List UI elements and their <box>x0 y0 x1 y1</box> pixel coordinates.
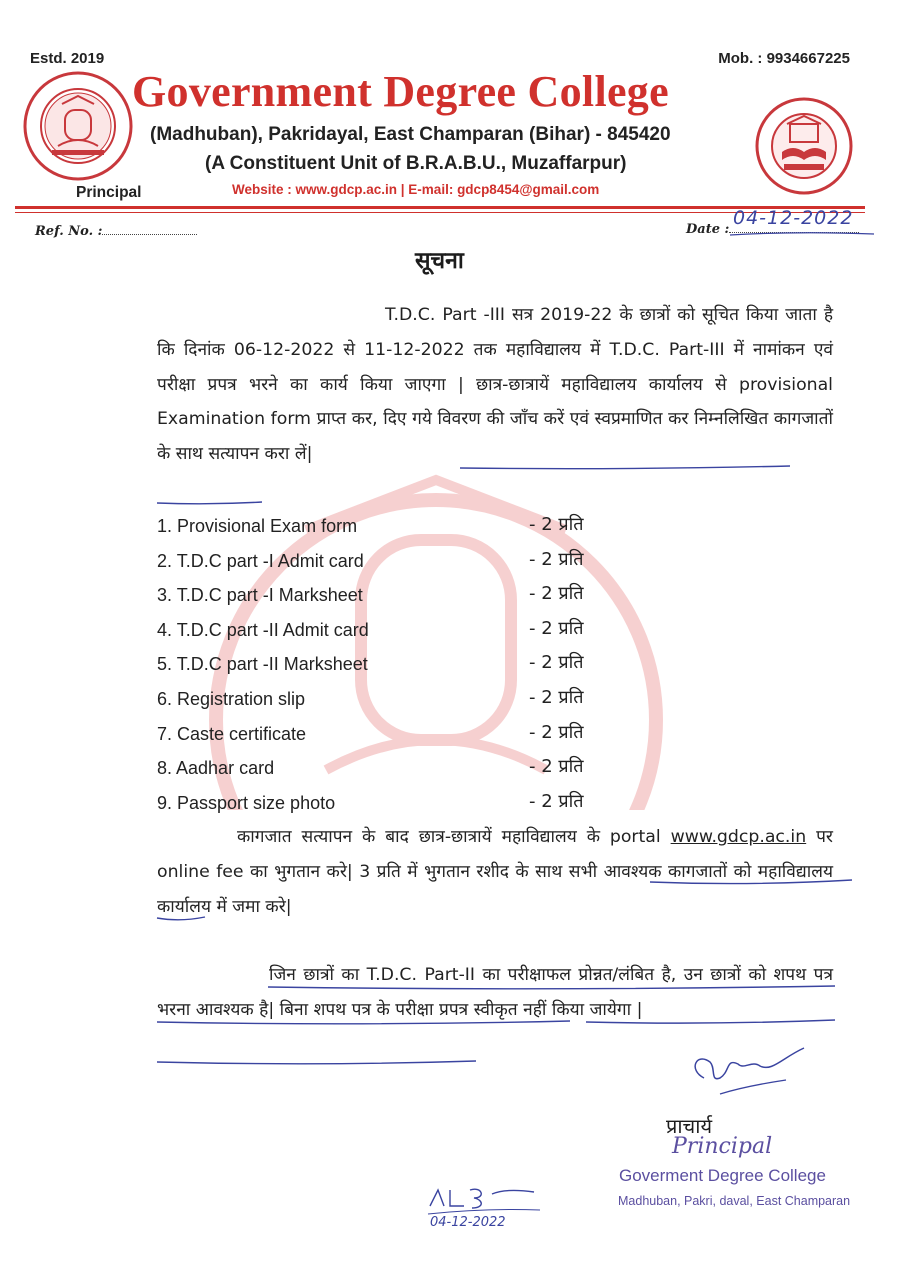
notice-heading: सूचना <box>415 248 464 274</box>
portal-link[interactable]: www.gdcp.ac.in <box>670 827 807 847</box>
document-label: 1. Provisional Exam form <box>157 516 358 536</box>
established-year: Estd. 2019 <box>30 50 105 67</box>
date-label: Date : <box>686 222 730 237</box>
college-name: Government Degree College <box>132 67 669 116</box>
clerk-signature-image <box>424 1180 544 1230</box>
document-label: 4. T.D.C part -II Admit card <box>157 619 369 640</box>
notice-paragraph-1-text: T.D.C. Part -III सत्र 2019-22 के छात्रों को सूचित किया जाता है कि दिनांक 06-12-2022 से 11-12-2022 तक महाविद्यालय में T.D.C. Part-III में नामांकन एवं परीक्षा प्रपत्र भरने का कार्य किया जाएगा | छात्र-छात्रायें महाविद्यालय कार्यालय से provisional Examination form प्राप्त कर, दिए गये विवरण की जाँच करें एवं स्वप्रमाणित कर निम्नलिखित कागजातों के साथ सत्यापन करा लें| <box>157 305 833 465</box>
document-label: 2. T.D.C part -I Admit card <box>157 550 364 571</box>
date-handwritten: 04-12-2022 <box>733 207 854 229</box>
principal-title-hindi: प्राचार्य <box>666 1114 713 1138</box>
affiliation-line: (A Constituent Unit of B.R.A.B.U., Muzaffarpur) <box>205 153 627 174</box>
document-label: 8. Aadhar card <box>157 758 275 779</box>
document-count: - 2 प्रति <box>529 548 584 570</box>
college-address: (Madhuban), Pakridayal, East Champaran (Bihar) - 845420 <box>150 124 671 145</box>
document-count: - 2 प्रति <box>529 790 584 812</box>
document-count: - 2 प्रति <box>529 756 584 778</box>
document-label: 5. T.D.C part -II Marksheet <box>157 654 368 675</box>
document-label: 9. Passport size photo <box>157 792 336 813</box>
document-label: 6. Registration slip <box>157 688 306 709</box>
principal-title: Principal <box>672 1134 773 1159</box>
stamp-college-address: Madhuban, Pakri, daval, East Champaran <box>618 1194 851 1208</box>
document-count: - 2 प्रति <box>529 617 584 639</box>
document-count: - 2 प्रति <box>529 583 584 605</box>
website-email-line: Website : www.gdcp.ac.in | E-mail: gdcp8454@gmail.com <box>232 182 600 197</box>
document-count: - 2 प्रति <box>529 721 584 743</box>
stamp-college-name: Goverment Degree College <box>619 1166 826 1185</box>
document-count: - 2 प्रति <box>529 686 584 708</box>
notice-paragraph-3-text: जिन छात्रों का T.D.C. Part-II का परीक्षाफल प्रोन्नत/लंबित है, उन छात्रों को शपथ पत्र भरना आवश्यक है| बिना शपथ पत्र के परीक्षा प्रपत्र स्वीकृत नहीं किया जायेगा | <box>157 965 833 1020</box>
mobile-number: Mob. : 9934667225 <box>718 50 850 67</box>
document-count: - 2 प्रति <box>529 514 584 535</box>
paragraph-2-tail: पर online fee का भुगतान करे| 3 प्रति में भुगतान रशीद के साथ सभी आवश्यक कागजातों को महाविद्यालय कार्यालय में जमा करे| <box>157 827 833 917</box>
document-count: - 2 प्रति <box>529 652 584 674</box>
svg-text:04-12-2022: 04-12-2022 <box>430 1215 506 1230</box>
principal-signature-image <box>686 1042 810 1106</box>
ref-label: Ref. No. : <box>35 224 103 239</box>
document-label: 7. Caste certificate <box>157 723 307 744</box>
document-label: 3. T.D.C part -I Marksheet <box>157 585 363 606</box>
paragraph-2-lead: कागजात सत्यापन के बाद छात्र-छात्रायें महाविद्यालय के portal <box>237 827 671 847</box>
principal-header-label: Principal <box>76 184 142 201</box>
